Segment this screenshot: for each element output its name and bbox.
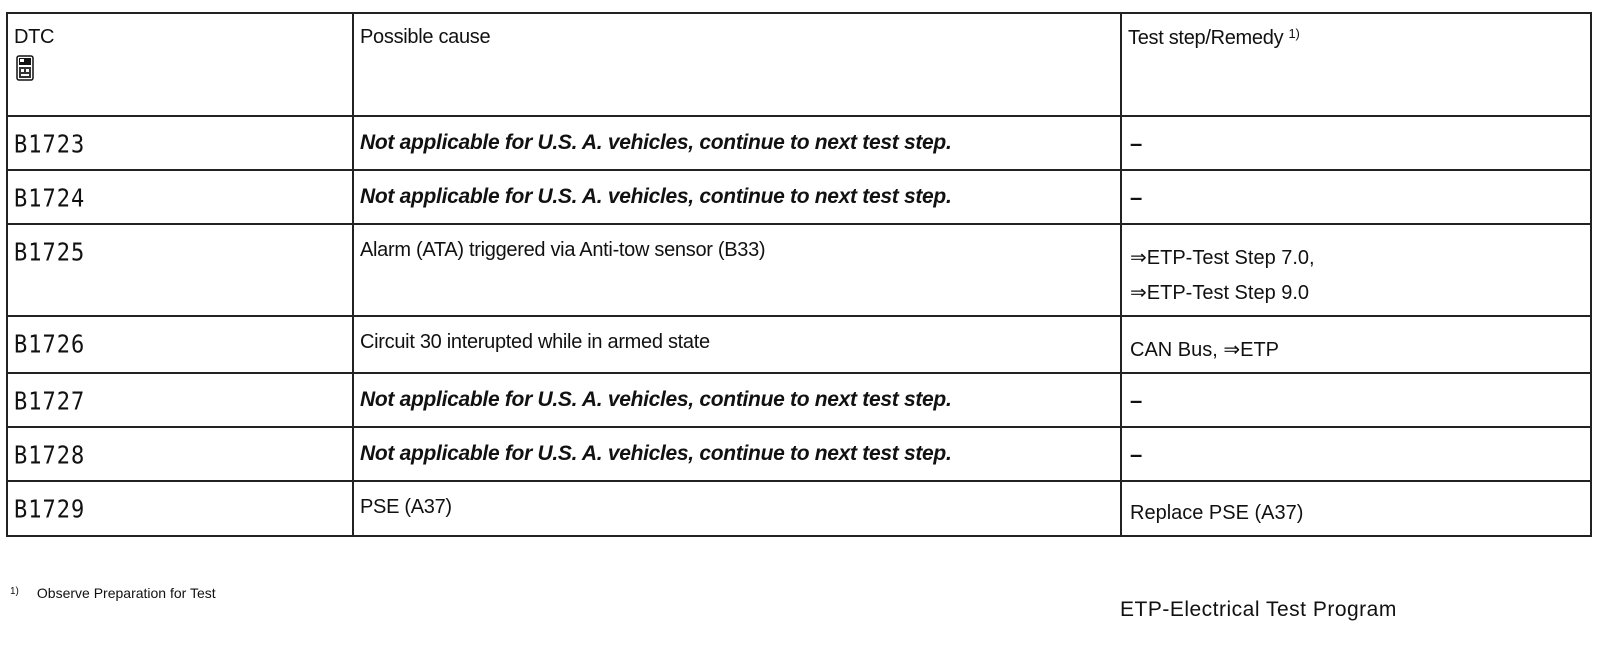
- dtc-code: B1726: [14, 330, 86, 360]
- remedy-cell: [1121, 116, 1591, 170]
- table-row: [7, 373, 1591, 427]
- cause-cell: [353, 373, 1121, 427]
- dtc-sheet: [6, 12, 1590, 537]
- table-header-row: [7, 13, 1591, 116]
- table-row: [7, 116, 1591, 170]
- possible-cause: PSE (A37): [360, 496, 452, 518]
- footnote-ref: 1): [1288, 26, 1300, 41]
- test-step-remedy: [1122, 225, 1590, 305]
- cause-cell: [353, 427, 1121, 481]
- cause-cell: [353, 316, 1121, 373]
- remedy-header-label: Test step/Remedy: [1128, 27, 1284, 49]
- remedy-header-cell: [1121, 13, 1591, 116]
- footnote-marker: 1): [10, 586, 19, 597]
- remedy-header: [1122, 14, 1590, 50]
- dtc-header: DTC: [14, 26, 55, 48]
- cause-header-cell: [353, 13, 1121, 116]
- remedy-cell: [1121, 427, 1591, 481]
- possible-cause: Alarm (ATA) triggered via Anti-tow sensor (B33): [360, 239, 766, 261]
- remedy-line: –: [1130, 131, 1143, 156]
- remedy-cell: [1121, 224, 1591, 316]
- remedy-line: Replace PSE (A37): [1130, 502, 1304, 524]
- remedy-line: ⇒ETP-Test Step 9.0: [1130, 282, 1310, 304]
- cause-cell: [353, 481, 1121, 536]
- dtc-header-cell: [7, 13, 353, 116]
- table-row: [7, 224, 1591, 316]
- test-step-remedy: [1122, 428, 1590, 468]
- dtc-table: [6, 12, 1592, 537]
- possible-cause: Not applicable for U.S. A. vehicles, continue to next test step.: [360, 388, 952, 411]
- remedy-cell: [1121, 316, 1591, 373]
- table-row: [7, 427, 1591, 481]
- cause-cell: [353, 116, 1121, 170]
- test-step-remedy: [1122, 117, 1590, 157]
- dtc-code: B1724: [14, 184, 86, 214]
- diagnostic-tester-icon: [16, 55, 34, 81]
- remedy-cell: [1121, 170, 1591, 224]
- dtc-rows: [7, 116, 1591, 536]
- dtc-cell: [7, 373, 353, 427]
- test-step-remedy: [1122, 482, 1590, 525]
- dtc-cell: [7, 427, 353, 481]
- remedy-cell: [1121, 481, 1591, 536]
- table-row: [7, 316, 1591, 373]
- dtc-code: B1723: [14, 130, 86, 160]
- test-step-remedy: [1122, 171, 1590, 211]
- dtc-code: B1728: [14, 441, 86, 471]
- test-step-remedy: [1122, 374, 1590, 414]
- footnote: [10, 585, 216, 601]
- dtc-cell: [7, 170, 353, 224]
- test-step-remedy: [1122, 317, 1590, 362]
- possible-cause: Not applicable for U.S. A. vehicles, continue to next test step.: [360, 185, 952, 208]
- dtc-code: B1729: [14, 495, 86, 525]
- possible-cause: Circuit 30 interupted while in armed state: [360, 331, 710, 353]
- cause-cell: [353, 170, 1121, 224]
- dtc-code: B1727: [14, 387, 86, 417]
- table-row: [7, 170, 1591, 224]
- remedy-line: –: [1130, 185, 1143, 210]
- dtc-cell: [7, 481, 353, 536]
- remedy-line: CAN Bus, ⇒ETP: [1130, 339, 1280, 361]
- possible-cause: Not applicable for U.S. A. vehicles, continue to next test step.: [360, 442, 952, 465]
- cause-header: Possible cause: [360, 26, 491, 48]
- table-row: [7, 481, 1591, 536]
- dtc-cell: [7, 116, 353, 170]
- dtc-cell: [7, 316, 353, 373]
- remedy-line: –: [1130, 442, 1143, 467]
- footnote-text: Observe Preparation for Test: [36, 585, 216, 601]
- dtc-code: B1725: [14, 238, 86, 268]
- remedy-line: ⇒ETP-Test Step 7.0,: [1130, 247, 1315, 269]
- dtc-cell: [7, 224, 353, 316]
- remedy-cell: [1121, 373, 1591, 427]
- remedy-line: –: [1130, 388, 1143, 413]
- abbreviation-note: ETP-Electrical Test Program: [1120, 598, 1397, 621]
- cause-cell: [353, 224, 1121, 316]
- possible-cause: Not applicable for U.S. A. vehicles, continue to next test step.: [360, 131, 952, 154]
